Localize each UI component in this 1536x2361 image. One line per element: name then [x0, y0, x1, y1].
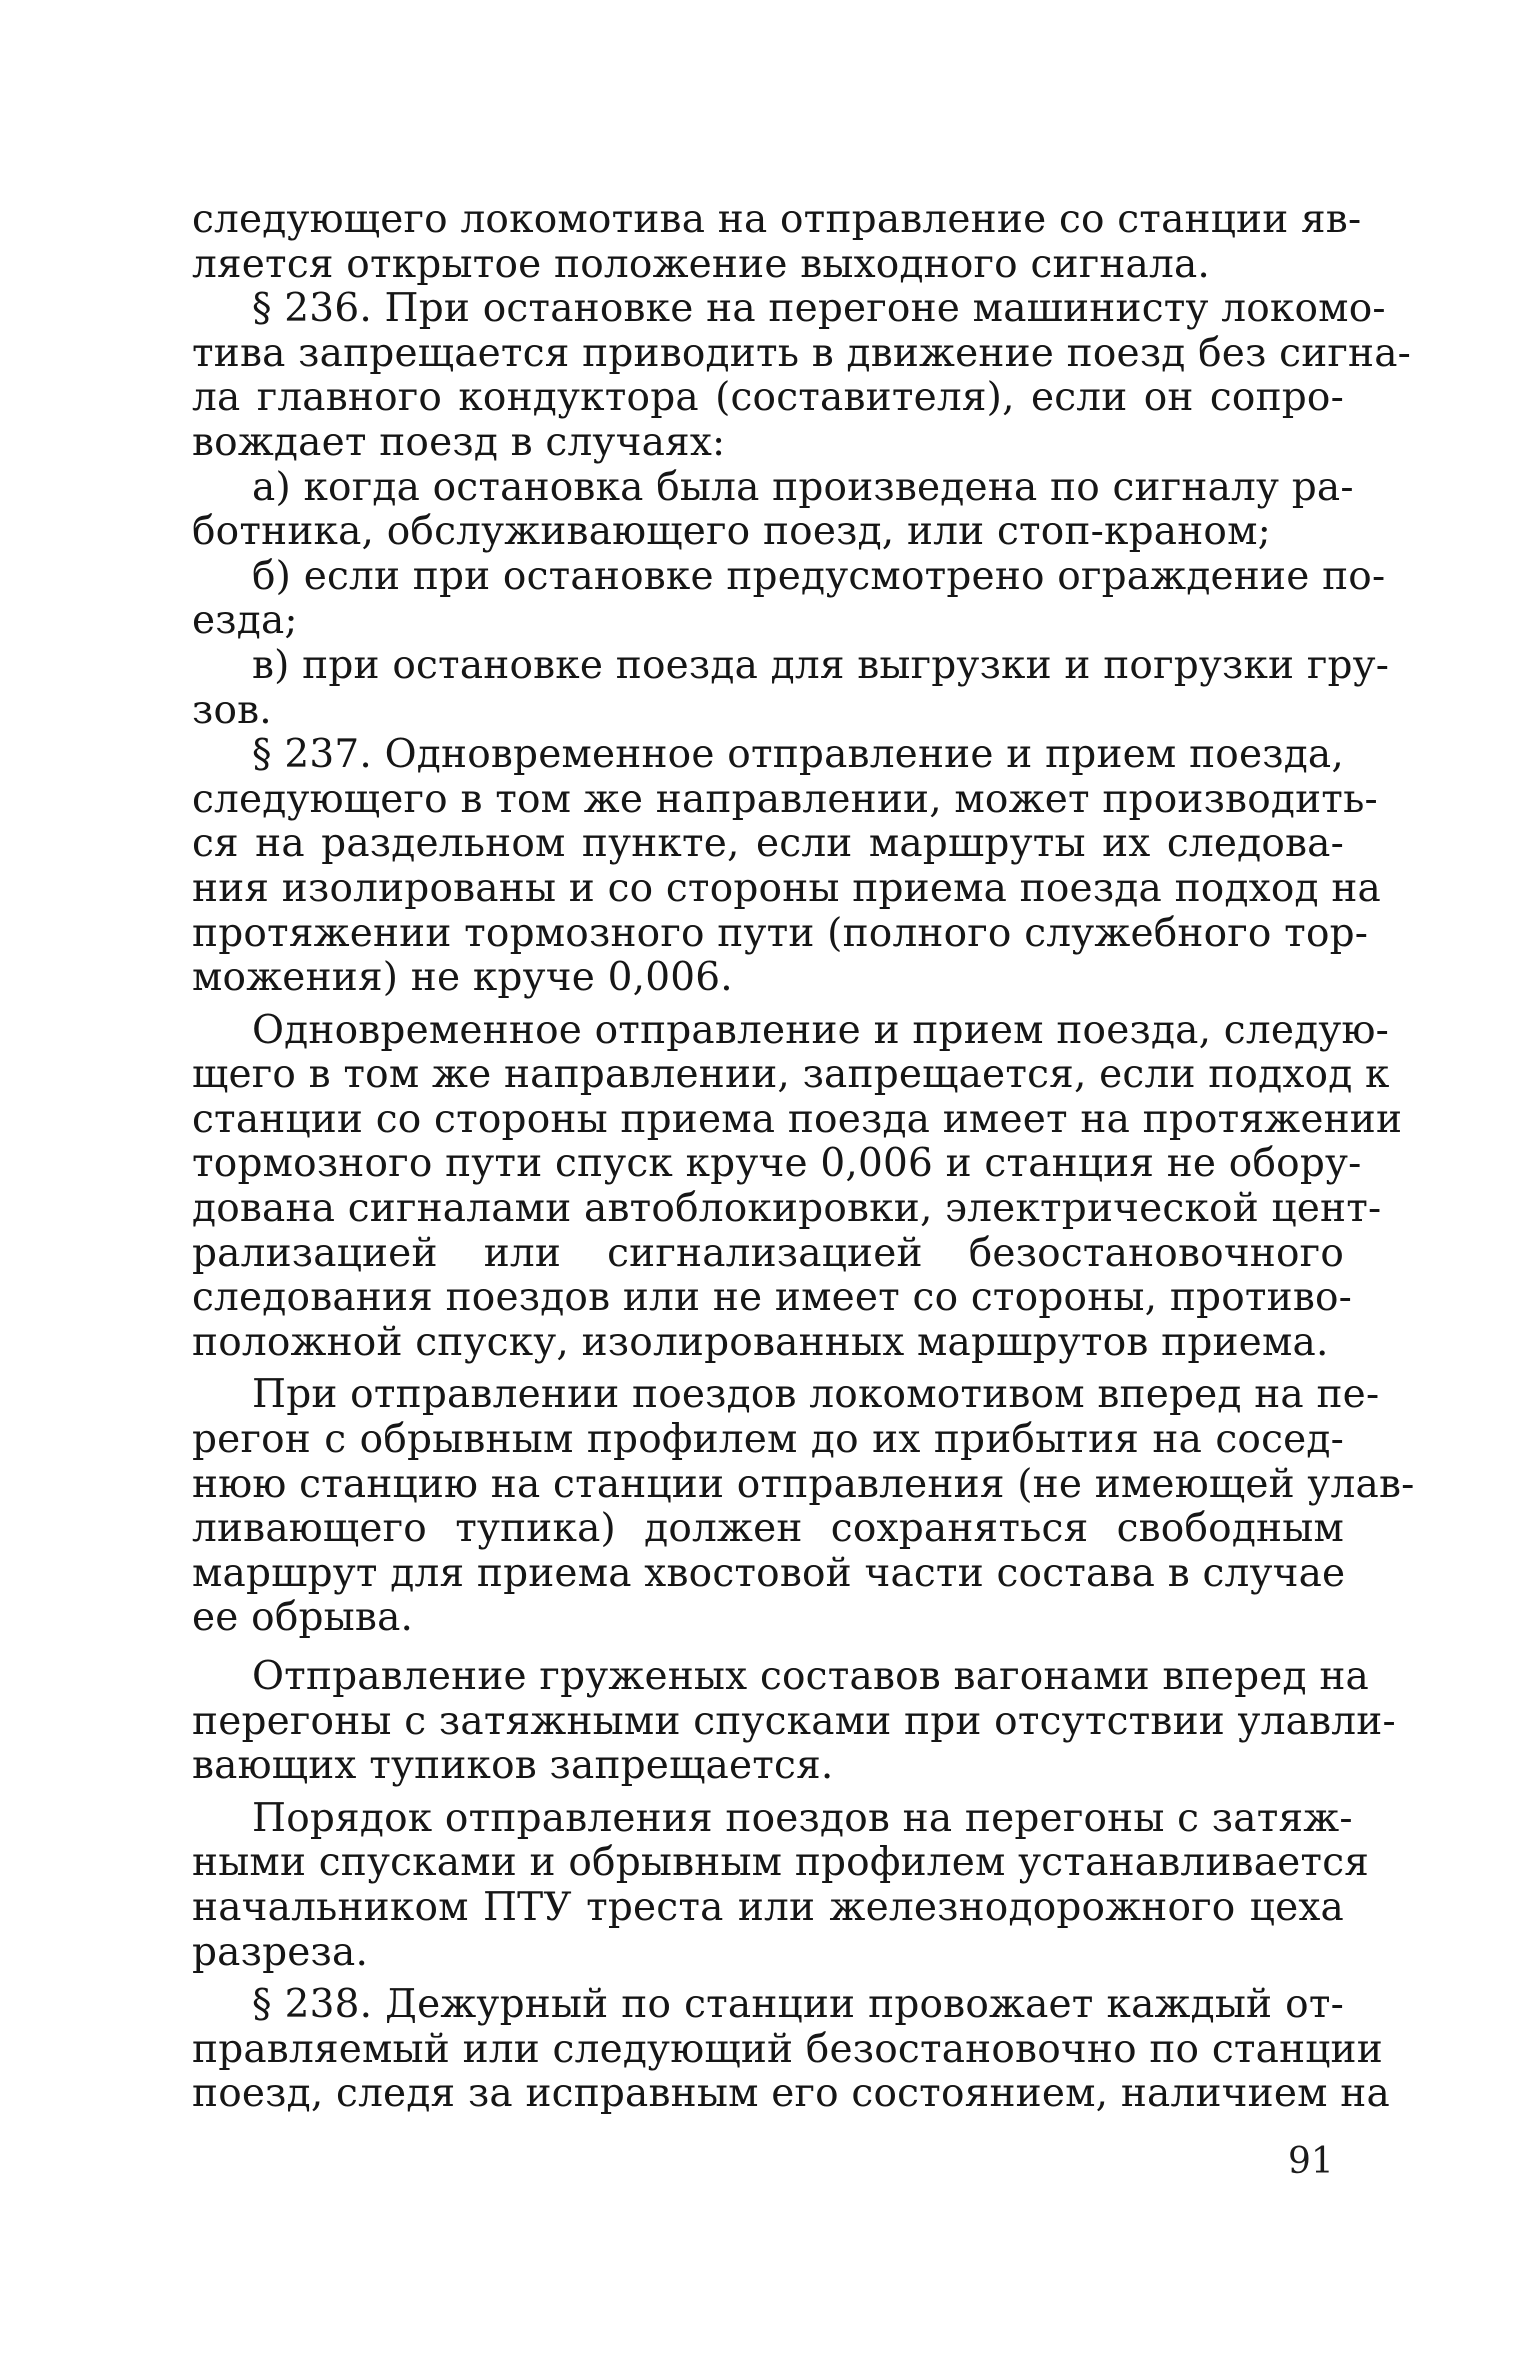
text-line: дована сигналами автоблокировки, электрической цент- — [192, 1186, 1382, 1232]
text-line: регон с обрывным профилем до их прибытия на сосед- — [192, 1417, 1344, 1463]
text-line: ла главного кондуктора (составителя), если он сопро- — [192, 375, 1344, 421]
text-line: ляется открытое положение выходного сигнала. — [192, 241, 1211, 287]
paragraph-first-line: Порядок отправления поездов на перегоны с затяж- — [252, 1795, 1353, 1841]
list-item-b-line: б) если при остановке предусмотрено ограждение по- — [252, 553, 1386, 599]
text-line: щего в том же направлении, запрещается, если подход к — [192, 1052, 1390, 1098]
text-line: ливающего тупика) должен сохраняться свободным — [192, 1506, 1344, 1552]
text-line: езда; — [192, 598, 298, 644]
text-line: начальником ПТУ треста или железнодорожного цеха — [192, 1884, 1344, 1930]
section-238-heading-line: § 238. Дежурный по станции провожает каждый от- — [252, 1982, 1344, 2028]
text-line: станции со стороны приема поезда имеет на протяжении — [192, 1096, 1403, 1142]
list-item-v-line: в) при остановке поезда для выгрузки и погрузки гру- — [252, 642, 1390, 688]
list-item-a-line: а) когда остановка была произведена по сигналу ра- — [252, 464, 1354, 510]
paragraph-first-line: Одновременное отправление и прием поезда, следую- — [252, 1007, 1389, 1053]
text-line: вающих тупиков запрещается. — [192, 1743, 834, 1789]
text-line: ными спусками и обрывным профилем устанавливается — [192, 1840, 1370, 1886]
text-line: можения) не круче 0,006. — [192, 955, 733, 1001]
text-line: разреза. — [192, 1929, 369, 1975]
paragraph-gap — [192, 1641, 1344, 1655]
text-line: тормозного пути спуск круче 0,006 и станция не обору- — [192, 1141, 1362, 1187]
paragraph-first-line: Отправление груженых составов вагонами вперед на — [252, 1654, 1369, 1699]
text-line: тива запрещается приводить в движение поезд без сигна- — [192, 330, 1412, 376]
text-line: ся на раздельном пункте, если маршруты их следова- — [192, 821, 1344, 867]
text-line: рализацией или сигнализацией безостановочного — [192, 1230, 1344, 1276]
text-line: ее обрыва. — [192, 1595, 414, 1641]
paragraph-first-line: При отправлении поездов локомотивом вперед на пе- — [252, 1372, 1380, 1418]
text-line: следующего локомотива на отправление со станции яв- — [192, 197, 1362, 242]
page-number: 91 — [1288, 2141, 1334, 2182]
text-line: протяжении тормозного пути (полного служебного тор- — [192, 910, 1369, 956]
text-line: вождает поезд в случаях: — [192, 419, 726, 465]
text-line: правляемый или следующий безостановочно по станции — [192, 2026, 1383, 2072]
text-line: положной спуску, изолированных маршрутов приема. — [192, 1319, 1329, 1365]
text-line: зов. — [192, 687, 272, 733]
text-line: перегоны с затяжными спусками при отсутствии улавли- — [192, 1698, 1396, 1744]
text-line: ния изолированы и со стороны приема поезда подход на — [192, 865, 1381, 911]
text-line: нюю станцию на станции отправления (не имеющей улав- — [192, 1461, 1415, 1507]
section-236-heading-line: § 236. При остановке на перегоне машинисту локомо- — [252, 286, 1386, 332]
text-column — [192, 197, 1415, 2117]
text-line: маршрут для приема хвостовой части состава в случае — [192, 1550, 1346, 1596]
text-line: следующего в том же направлении, может производить- — [192, 776, 1378, 822]
text-line: поезд, следя за исправным его состоянием, наличием на — [192, 2071, 1390, 2117]
text-line: ботника, обслуживающего поезд, или стоп-краном; — [192, 509, 1271, 555]
text-line: следования поездов или не имеет со стороны, противо- — [192, 1275, 1353, 1321]
section-237-heading-line: § 237. Одновременное отправление и прием поезда, — [252, 732, 1344, 778]
